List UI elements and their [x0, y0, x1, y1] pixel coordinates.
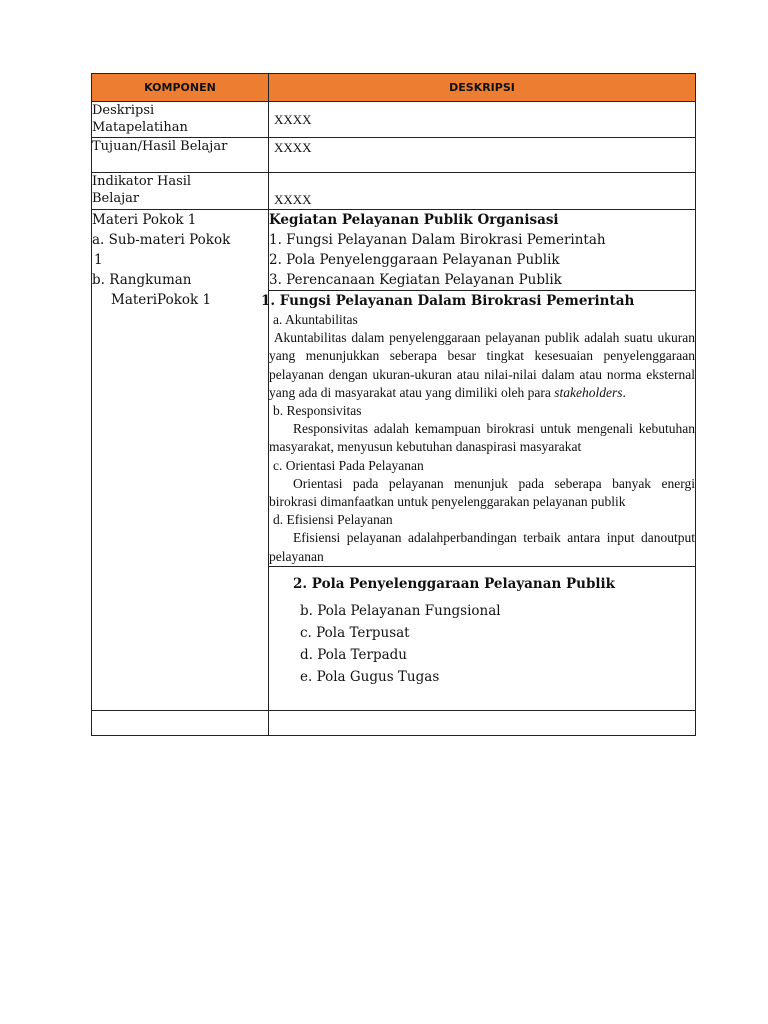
header-deskripsi: DESKRIPSI: [269, 74, 696, 102]
fungsi-title: 1. Fungsi Pelayanan Dalam Birokrasi Pemerintah: [261, 293, 635, 309]
kegiatan-item: 3. Perencanaan Kegiatan Pelayanan Publik: [269, 272, 562, 288]
fungsi-b-label: b. Responsivitas: [273, 403, 362, 419]
sub-materi-b: b. Rangkuman: [92, 272, 192, 288]
fungsi-d-label: d. Efisiensi Pelayanan: [273, 512, 393, 528]
header-komponen: KOMPONEN: [92, 74, 269, 102]
row-deskripsi-mapel: [92, 102, 696, 138]
label-line: Tujuan/Hasil Belajar: [92, 139, 228, 154]
value-text: XXXX: [274, 192, 312, 207]
row-tujuan: [92, 138, 696, 173]
empty-cell-left: [92, 710, 269, 735]
value-indikator: [269, 173, 696, 210]
label-tujuan: [92, 138, 269, 173]
fungsi-a-text: [269, 329, 695, 402]
kegiatan-cell: [269, 210, 696, 291]
fungsi-b-body: Responsivitas adalah kemampuan birokrasi untuk mengenali kebutuhan masyarakat, menyusun kebutuhan danaspirasi masyarakat: [269, 421, 695, 455]
pola-item: c. Pola Terpusat: [300, 624, 410, 641]
value-text: XXXX: [274, 140, 312, 155]
label-deskripsi-mapel: [92, 102, 269, 138]
pola-item: d. Pola Terpadu: [300, 646, 407, 663]
label-line: Matapelatihan: [92, 120, 188, 135]
sub-materi-a: a. Sub-materi Pokok: [92, 232, 231, 248]
fungsi-c-label: c. Orientasi Pada Pelayanan: [273, 457, 424, 473]
kegiatan-heading: Kegiatan Pelayanan Publik Organisasi: [269, 212, 559, 228]
row-indikator: [92, 173, 696, 210]
fungsi-a-body: Akuntabilitas dalam penyelenggaraan pelayanan publik adalah suatu ukuran yang menunjukkan seberapa besar tingkat kesesuaian penyelenggaraan pelayanan dengan ukuran-ukuran atau nilai-nilai dalam atau norma eksternal yang ada di masyarakat atau yang dimiliki oleh para: [269, 330, 696, 400]
value-tujuan: [269, 138, 696, 173]
sub-materi-a-cont: 1: [94, 252, 103, 268]
pola-cell: [269, 566, 696, 710]
document-table: [91, 73, 696, 736]
pola-title: 2. Pola Penyelenggaraan Pelayanan Publik: [293, 575, 616, 592]
value-text: XXXX: [274, 112, 312, 127]
kegiatan-item: 2. Pola Penyelenggaraan Pelayanan Publik: [269, 252, 560, 268]
kegiatan-item: 1. Fungsi Pelayanan Dalam Birokrasi Pemerintah: [269, 232, 606, 248]
label-line: Indikator Hasil: [92, 174, 192, 189]
row-empty: [92, 710, 696, 735]
empty-cell-right: [269, 710, 696, 735]
materi-left-cell: [92, 210, 269, 711]
materi-title: Materi Pokok 1: [92, 212, 197, 228]
fungsi-a-italic: stakeholders: [554, 384, 623, 400]
fungsi-a-label: a. Akuntabilitas: [273, 312, 358, 327]
sub-materi-b-cont: MateriPokok 1: [111, 292, 212, 308]
value-deskripsi-mapel: [269, 102, 696, 138]
fungsi-b-text: [269, 420, 695, 456]
header-row: [92, 74, 696, 102]
label-indikator: [92, 173, 269, 210]
pola-item: e. Pola Gugus Tugas: [300, 668, 440, 685]
fungsi-c-text: [269, 475, 695, 511]
fungsi-d-text: [269, 529, 695, 565]
fungsi-cell: [261, 291, 696, 567]
row-materi: [92, 210, 696, 291]
pola-item: b. Pola Pelayanan Fungsional: [300, 602, 501, 619]
fungsi-c-body: Orientasi pada pelayanan menunjuk pada seberapa banyak energi birokrasi dimanfaatkan untuk penyelenggarakan pelayanan publik: [269, 475, 695, 510]
label-line: Deskripsi: [92, 103, 155, 118]
fungsi-a-end: .: [622, 384, 626, 400]
fungsi-d-body: Efisiensi pelayanan adalahperbandingan terbaik antara input danoutput pelayanan: [269, 530, 695, 564]
label-line: Belajar: [92, 191, 140, 206]
